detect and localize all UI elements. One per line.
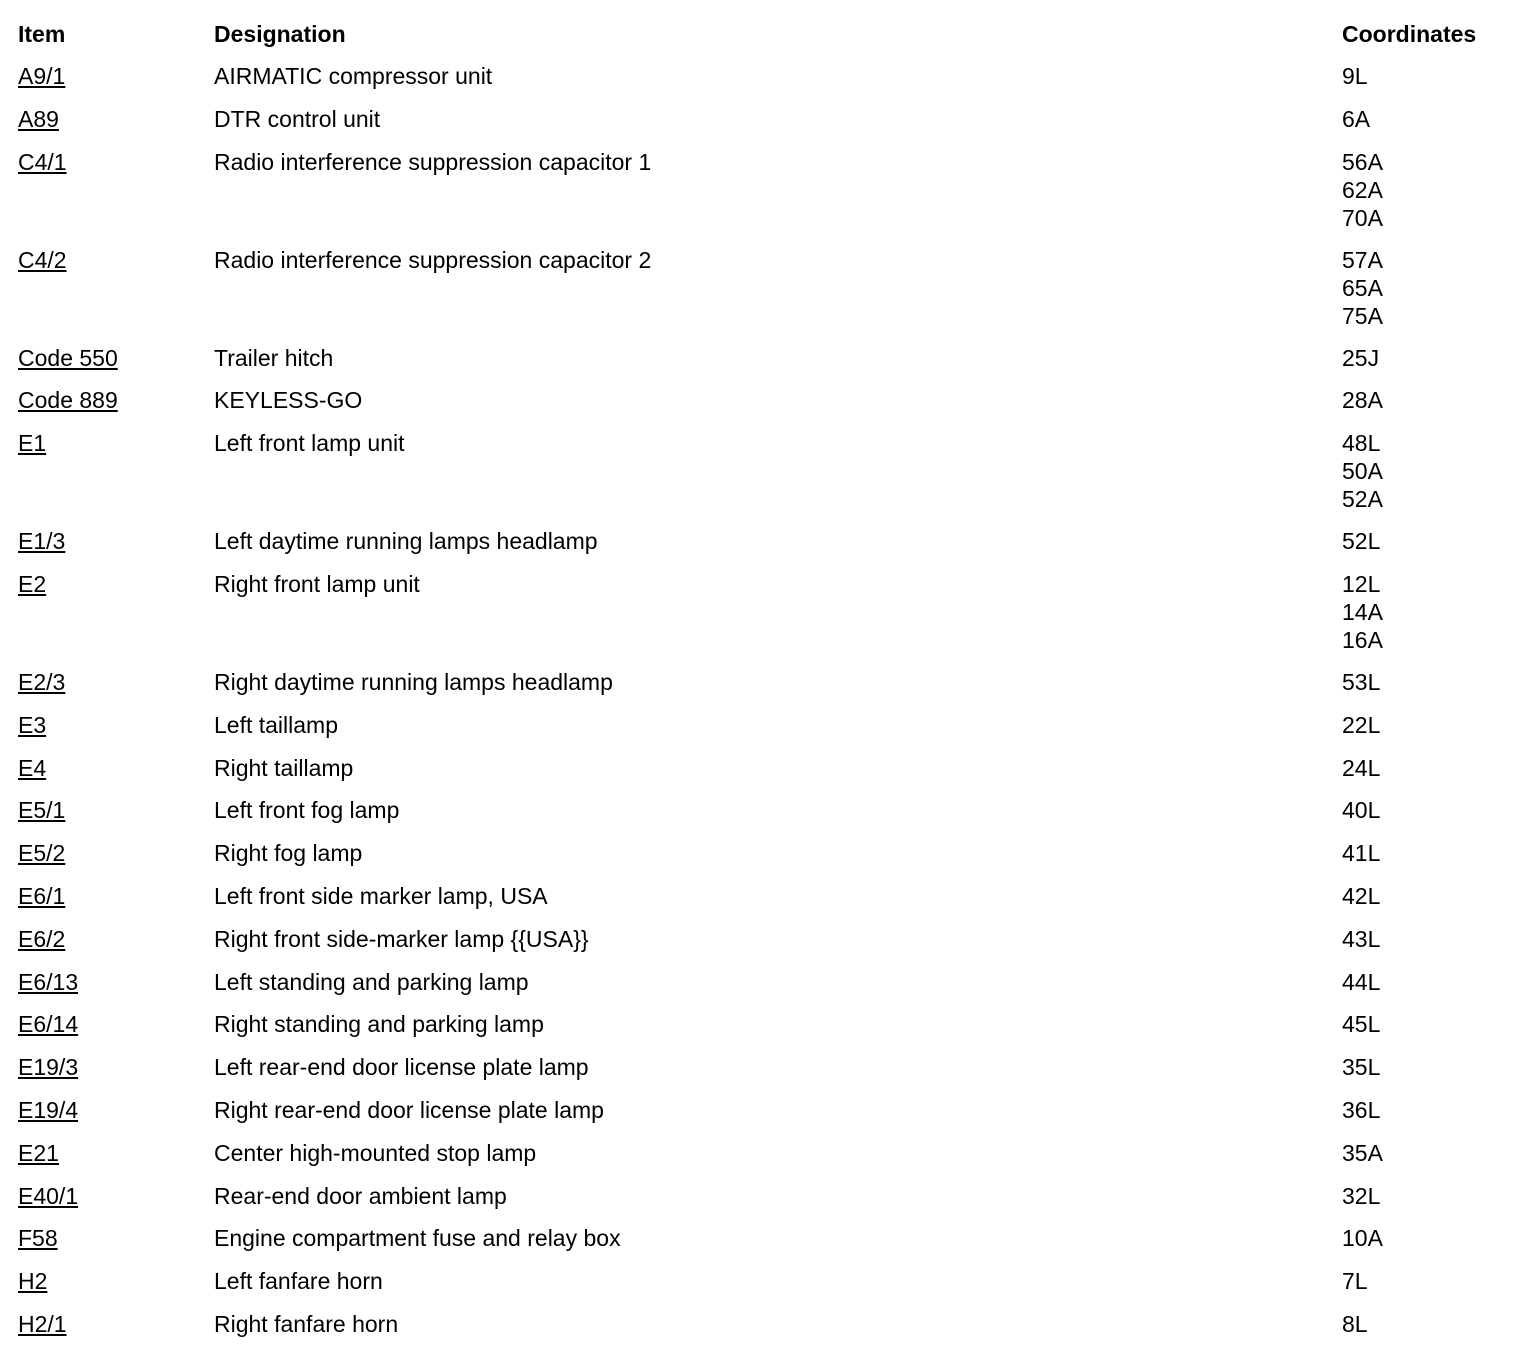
table-row <box>18 1303 1518 1346</box>
coordinates-cell <box>1342 55 1518 98</box>
item-cell <box>18 1260 214 1303</box>
table-row <box>18 789 1518 832</box>
coordinates-cell <box>1342 704 1518 747</box>
coordinate-value: 41L <box>1342 840 1381 867</box>
coordinates-cell <box>1342 1260 1518 1303</box>
table-row <box>18 704 1518 747</box>
item-link[interactable]: E5/1 <box>18 797 66 824</box>
coordinate-value: 35L <box>1342 1054 1381 1081</box>
table-row <box>18 141 1518 239</box>
component-legend-table <box>18 14 1518 1346</box>
coordinate-value: 14A <box>1342 598 1383 625</box>
item-link[interactable]: C4/1 <box>18 148 67 175</box>
coordinates-cell <box>1342 1132 1518 1175</box>
coordinate-value: 32L <box>1342 1182 1381 1209</box>
coordinate-value: 42L <box>1342 882 1381 909</box>
item-link[interactable]: E5/2 <box>18 840 66 867</box>
coordinate-value: 6A <box>1342 105 1371 132</box>
item-link[interactable]: E6/14 <box>18 1011 79 1038</box>
item-link[interactable]: A89 <box>18 105 59 132</box>
coordinate-value: 57A <box>1342 246 1383 273</box>
item-cell <box>18 661 214 704</box>
designation-cell: Right rear-end door license plate lamp <box>214 1096 604 1123</box>
coordinates-cell <box>1342 789 1518 832</box>
item-link[interactable]: E3 <box>18 711 47 738</box>
item-cell <box>18 704 214 747</box>
item-link[interactable]: E2 <box>18 570 47 597</box>
designation-cell: Left front lamp unit <box>214 430 405 457</box>
coordinates-cell <box>1342 520 1518 563</box>
coordinate-value: 75A <box>1342 302 1383 329</box>
coordinate-value: 22L <box>1342 711 1381 738</box>
item-cell <box>18 563 214 661</box>
item-link[interactable]: E19/3 <box>18 1054 79 1081</box>
item-link[interactable]: Code 889 <box>18 387 118 414</box>
table-row <box>18 1089 1518 1132</box>
coordinate-value: 48L <box>1342 430 1381 457</box>
designation-cell: Left front fog lamp <box>214 797 400 824</box>
item-cell <box>18 747 214 790</box>
item-link[interactable]: C4/2 <box>18 246 67 273</box>
item-cell <box>18 55 214 98</box>
item-cell <box>18 379 214 422</box>
designation-cell: Right front lamp unit <box>214 570 420 597</box>
table-row <box>18 563 1518 661</box>
item-link[interactable]: E6/1 <box>18 882 66 909</box>
coordinate-value: 62A <box>1342 176 1383 203</box>
item-cell <box>18 832 214 875</box>
item-cell <box>18 918 214 961</box>
coordinate-value: 53L <box>1342 668 1381 695</box>
coordinates-cell <box>1342 422 1518 520</box>
table-row <box>18 832 1518 875</box>
table-row <box>18 55 1518 98</box>
table-row <box>18 98 1518 141</box>
designation-cell: Trailer hitch <box>214 344 334 371</box>
coordinates-cell <box>1342 918 1518 961</box>
item-link[interactable]: E1 <box>18 430 47 457</box>
item-link[interactable]: E1/3 <box>18 528 66 555</box>
table-row <box>18 422 1518 520</box>
table-row <box>18 379 1518 422</box>
designation-cell: AIRMATIC compressor unit <box>214 63 493 89</box>
coordinate-value: 10A <box>1342 1225 1383 1252</box>
coordinate-value: 40L <box>1342 797 1381 824</box>
coordinate-value: 7L <box>1342 1268 1368 1295</box>
coordinates-cell <box>1342 141 1518 239</box>
coordinates-cell <box>1342 661 1518 704</box>
item-cell <box>18 789 214 832</box>
coordinate-value: 24L <box>1342 754 1381 781</box>
table-row <box>18 239 1518 337</box>
designation-cell: Left daytime running lamps headlamp <box>214 528 598 555</box>
table-row <box>18 918 1518 961</box>
header-item: Item <box>18 21 66 47</box>
coordinates-cell <box>1342 1089 1518 1132</box>
item-cell <box>18 98 214 141</box>
designation-cell: Left standing and parking lamp <box>214 968 529 995</box>
item-cell <box>18 520 214 563</box>
designation-cell: Right fanfare horn <box>214 1310 399 1337</box>
coordinates-cell <box>1342 563 1518 661</box>
coordinates-cell <box>1342 98 1518 141</box>
designation-cell: Right fog lamp <box>214 840 363 867</box>
coordinate-value: 9L <box>1342 63 1368 89</box>
coordinate-value: 25J <box>1342 344 1380 371</box>
coordinates-cell <box>1342 1046 1518 1089</box>
item-link[interactable]: H2 <box>18 1268 48 1295</box>
table-row <box>18 337 1518 380</box>
designation-cell: Radio interference suppression capacitor 2 <box>214 246 652 273</box>
table-row <box>18 875 1518 918</box>
coordinates-cell <box>1342 379 1518 422</box>
coordinates-cell <box>1342 875 1518 918</box>
item-link[interactable]: A9/1 <box>18 63 66 89</box>
table-row <box>18 1175 1518 1218</box>
coordinates-cell <box>1342 1003 1518 1046</box>
item-cell <box>18 1046 214 1089</box>
designation-cell: Left fanfare horn <box>214 1268 383 1295</box>
coordinate-value: 65A <box>1342 274 1383 301</box>
coordinates-cell <box>1342 832 1518 875</box>
item-cell <box>18 337 214 380</box>
table-row <box>18 1003 1518 1046</box>
table-row <box>18 1046 1518 1089</box>
item-cell <box>18 875 214 918</box>
designation-cell: Rear-end door ambient lamp <box>214 1182 507 1209</box>
designation-cell: Left rear-end door license plate lamp <box>214 1054 589 1081</box>
item-cell <box>18 422 214 520</box>
coordinates-cell <box>1342 337 1518 380</box>
coordinate-value: 56A <box>1342 148 1383 175</box>
designation-cell: Right taillamp <box>214 754 354 781</box>
item-link[interactable]: E19/4 <box>18 1096 79 1123</box>
coordinates-cell <box>1342 1217 1518 1260</box>
item-link[interactable]: E40/1 <box>18 1182 79 1209</box>
table-body <box>18 55 1518 1346</box>
coordinate-value: 44L <box>1342 968 1381 995</box>
coordinates-cell <box>1342 961 1518 1004</box>
table-row <box>18 961 1518 1004</box>
coordinate-value: 8L <box>1342 1310 1368 1337</box>
coordinate-value: 45L <box>1342 1011 1381 1038</box>
designation-cell: Left taillamp <box>214 711 339 738</box>
coordinate-value: 35A <box>1342 1139 1383 1166</box>
item-cell <box>18 1175 214 1218</box>
item-cell <box>18 1132 214 1175</box>
designation-cell: DTR control unit <box>214 105 381 132</box>
coordinate-value: 50A <box>1342 458 1383 485</box>
coordinate-value: 70A <box>1342 204 1383 231</box>
coordinate-value: 16A <box>1342 626 1383 653</box>
item-cell <box>18 1217 214 1260</box>
designation-cell: Right standing and parking lamp <box>214 1011 544 1038</box>
coordinates-cell <box>1342 239 1518 337</box>
designation-cell: Right daytime running lamps headlamp <box>214 668 613 695</box>
table-row <box>18 1132 1518 1175</box>
table-header <box>18 14 1518 55</box>
coordinate-value: 36L <box>1342 1096 1381 1123</box>
table-row <box>18 520 1518 563</box>
coordinate-value: 52A <box>1342 486 1383 513</box>
header-coordinates: Coordinates <box>1342 21 1477 47</box>
item-link[interactable]: Code 550 <box>18 344 118 371</box>
table-row <box>18 1217 1518 1260</box>
item-link[interactable]: E4 <box>18 754 47 781</box>
item-link[interactable]: E2/3 <box>18 668 66 695</box>
table-row <box>18 747 1518 790</box>
coordinates-cell <box>1342 1175 1518 1218</box>
header-designation: Designation <box>214 21 346 47</box>
item-link[interactable]: F58 <box>18 1225 58 1252</box>
designation-cell: Left front side marker lamp, USA <box>214 882 548 909</box>
designation-cell: Engine compartment fuse and relay box <box>214 1225 621 1252</box>
item-link[interactable]: H2/1 <box>18 1310 67 1337</box>
coordinate-value: 43L <box>1342 925 1381 952</box>
item-cell <box>18 1089 214 1132</box>
coordinate-value: 52L <box>1342 528 1381 555</box>
item-link[interactable]: E6/13 <box>18 968 79 995</box>
designation-cell: Center high-mounted stop lamp <box>214 1139 537 1166</box>
item-cell <box>18 239 214 337</box>
coordinate-value: 28A <box>1342 387 1383 414</box>
item-link[interactable]: E21 <box>18 1139 59 1166</box>
designation-cell: Radio interference suppression capacitor 1 <box>214 148 652 175</box>
table-row <box>18 661 1518 704</box>
designation-cell: Right front side-marker lamp {{USA}} <box>214 925 589 952</box>
coordinates-cell <box>1342 1303 1518 1346</box>
table-row <box>18 1260 1518 1303</box>
item-cell <box>18 961 214 1004</box>
item-cell <box>18 1303 214 1346</box>
coordinates-cell <box>1342 747 1518 790</box>
coordinate-value: 12L <box>1342 570 1381 597</box>
item-cell <box>18 141 214 239</box>
item-cell <box>18 1003 214 1046</box>
designation-cell: KEYLESS-GO <box>214 387 363 414</box>
item-link[interactable]: E6/2 <box>18 925 66 952</box>
